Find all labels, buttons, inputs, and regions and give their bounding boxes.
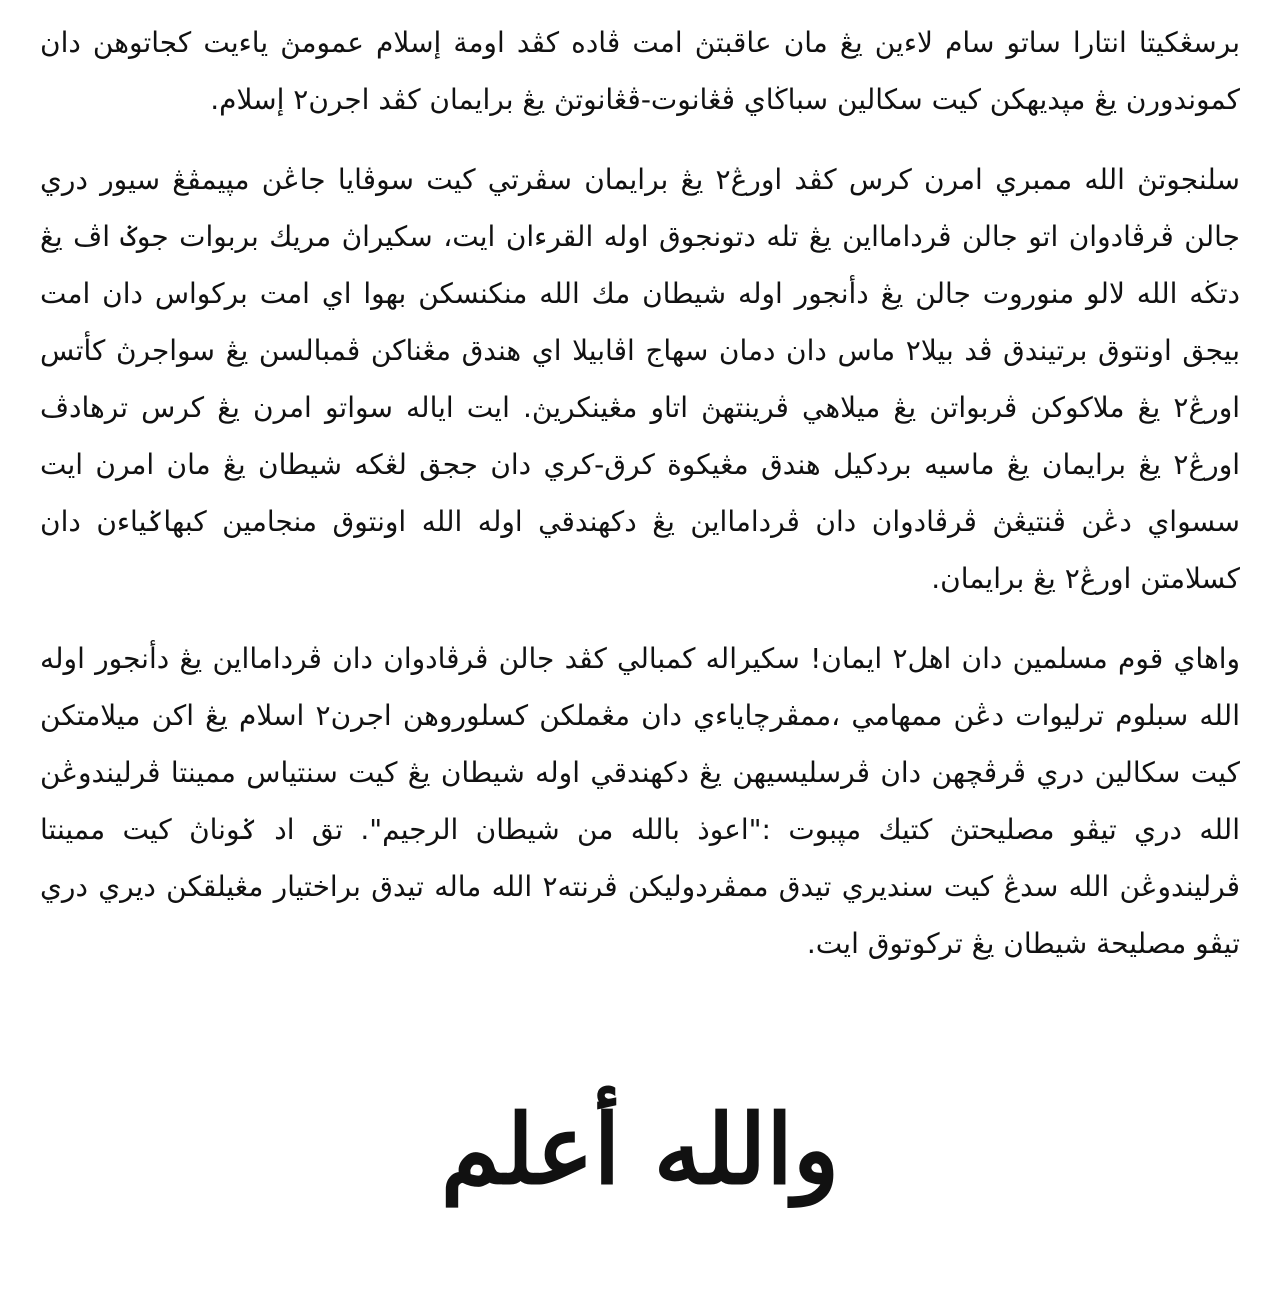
paragraph-3: واهاي قوم مسلمين دان اهل٢ ايمان! سكيراله كمبالي كڤد جالن ڤرڤادوان دان ڤردامااين يڠ دأنجور اوله الله سبلوم ترليوات دڠن ممهامي ،ممڤرچاياءي دان مڠملكن كسلوروهن اجرن٢ اسلام يڠ اكن ميلامتكن كيت سكالين دري ڤرڤچهن دان ڤرسليسيهن يڠ دكهندقي اوله شيطان يڠ كيت سنتياس ممينتا ڤرليندوڠن الله دري تيڤو مصليحتڽ كتيك مڽبوت :"اعوذ بالله من شيطان الرجيم". تق اد ݢوناڽ كيت ممينتا ڤرليندوڠن الله سدڠ كيت سنديري تيدق ممڤردوليكن ڤرنته٢ الله ماله تيدق براختيار مڠيلقكن ديري دري تيڤو مصليحة شيطان يڠ تركوتوق ايت. [40,642,1241,960]
closing-calligraphy [0,1062,1280,1237]
article-body [40,14,1240,972]
wallahu-alam-text: والله أعلم [440,1092,840,1206]
paragraph-2: سلنجوتڽ الله ممبري امرن كرس كڤد اورڠ٢ يڠ برايمان سڤرتي كيت سوڤايا جاڠن مڽيمڤڠ سيور دري جالن ڤرڤادوان اتو جالن ڤردامااين يڠ تله دتونجوق اوله القرءان ايت، سكيراڽ مريك بربوات جوݢ اڤ يڠ دتڬه الله لالو منوروت جالن يڠ دأنجور اوله شيطان مك الله منكنسكن بهوا اي امت بركواس دان امت بيجق اونتوق برتيندق ڤد بيلا٢ ماس دان دمان سهاج اڤابيلا اي هندق مڠناكن ڤمبالسن يڠ سواجرڽ كأتس اورڠ٢ يڠ ملاكوكن ڤربواتن يڠ ميلاهي ڤرينتهڽ اتاو مڠينكريڽ. ايت اياله سواتو امرن يڠ كرس ترهادڤ اورڠ٢ يڠ برايمان يڠ ماسيه بردكيل هندق مڠيكوة كرق-كري دان ججق لڠكه شيطان يڠ مان امرن ايت سسواي دڠن ڤنتيڠڽ ڤرڤادوان دان ڤردامااين يڠ دكهندقي اوله الله اونتوق منجامين كبهاݢياءن دان كسلامتن اورڠ٢ يڠ برايمان. [40,163,1241,595]
paragraph-1: برسڠكيتا انتارا ساتو سام لاءين يڠ مان عاقبتڽ امت ڤاده كڤد اومة إسلام عمومڽ ياءيت كجاتوهن دان كموندورن يڠ مڽديهكن كيت سكالين سباڬاي ڤڠانوت-ڤڠانوتڽ يڠ برايمان كڤد اجرن٢ إسلام. [40,26,1240,116]
